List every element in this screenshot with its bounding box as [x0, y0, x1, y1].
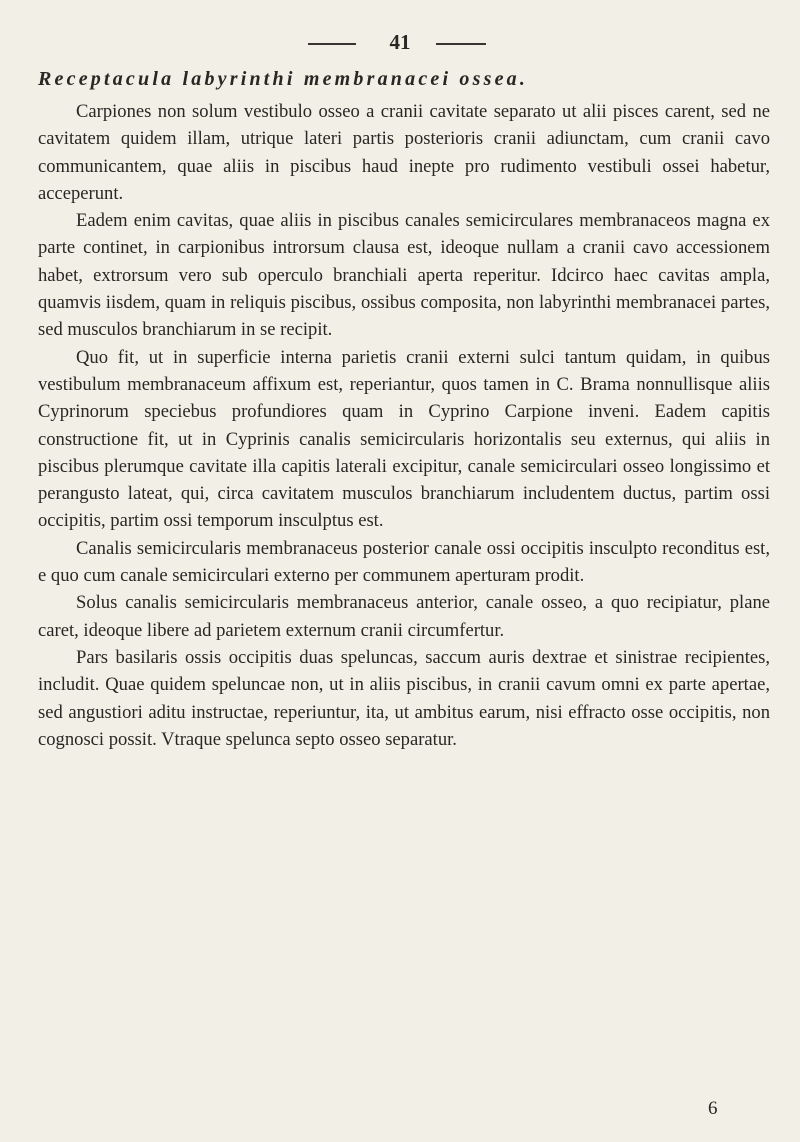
header-rule-right: [436, 43, 486, 45]
paragraph: Carpiones non solum vestibulo osseo a cranii cavitate separato ut alii pisces carent, sed ne cavitatem quidem illam, utrique lateri partis posterioris cranii adiunctam, cum cranii cavo communicantem, quae aliis in piscibus haud inepte pro rudimento vestibuli ossei habetur, acceperunt.: [38, 101, 770, 204]
paragraph: Quo fit, ut in superficie interna parietis cranii externi sulci tantum quidam, in quibus vestibulum membranaceum affixum est, reperiantur, quos tamen in C. Brama nonnullisque aliis Cyprinorum speciebus profundiores quam in Cyprino Carpione inveni. Eadem capitis constructione fit, ut in Cyprinis canalis semicircularis horizontalis seu externus, qui aliis in piscibus plerumque cavitate illa capitis laterali excipitur, canale semicirculari osseo longissimo et perangusto lateat, qui, circa cavitatem musculos branchiarum includentem ductus, partim ossi occipitis, partim ossi temporum insculptus est.: [38, 346, 770, 532]
paragraph: Solus canalis semicircularis membranaceus anterior, canale osseo, a quo recipiatur, plane caret, ideoque libere ad parietem externum cranii circumfertur.: [38, 592, 770, 641]
paragraph: Canalis semicircularis membranaceus posterior canale ossi occipitis insculpto reconditus est, e quo cum canale semicirculari externo per communem aperturam prodit.: [38, 537, 770, 587]
header-rule-left: [308, 43, 356, 45]
paragraph: Pars basilaris ossis occipitis duas speluncas, saccum auris dextrae et sinistrae recipientes, includit. Quae quidem speluncae non, ut in aliis piscibus, in cranii cavum omni ex parte apertae, sed angustiori aditu instructae, reperiuntur, ita, ut ambitus earum, nisi effracto osse occipitis, non cognosci possit. Vtraque spelunca septo osseo separatur.: [38, 646, 770, 750]
paragraph: Eadem enim cavitas, quae aliis in piscibus canales semicirculares membranaceos magna ex parte continet, in carpionibus introrsum clausa est, ideoque nullam a cranii cavo accessionem habet, extrorsum vero sub operculo branchiali aperta reperitur. Idcirco haec cavitas ampla, quamvis iisdem, quam in reliquis piscibus, ossibus composita, non labyrinthi membranacei partes, sed musculos branchiarum in se recipit.: [38, 210, 770, 341]
section-title: Receptacula labyrinthi membranacei ossea.: [38, 68, 529, 90]
body-text: [38, 98, 770, 753]
catchword: 6: [708, 1098, 718, 1119]
page-header: [0, 30, 800, 54]
page-number: 41: [389, 30, 411, 54]
